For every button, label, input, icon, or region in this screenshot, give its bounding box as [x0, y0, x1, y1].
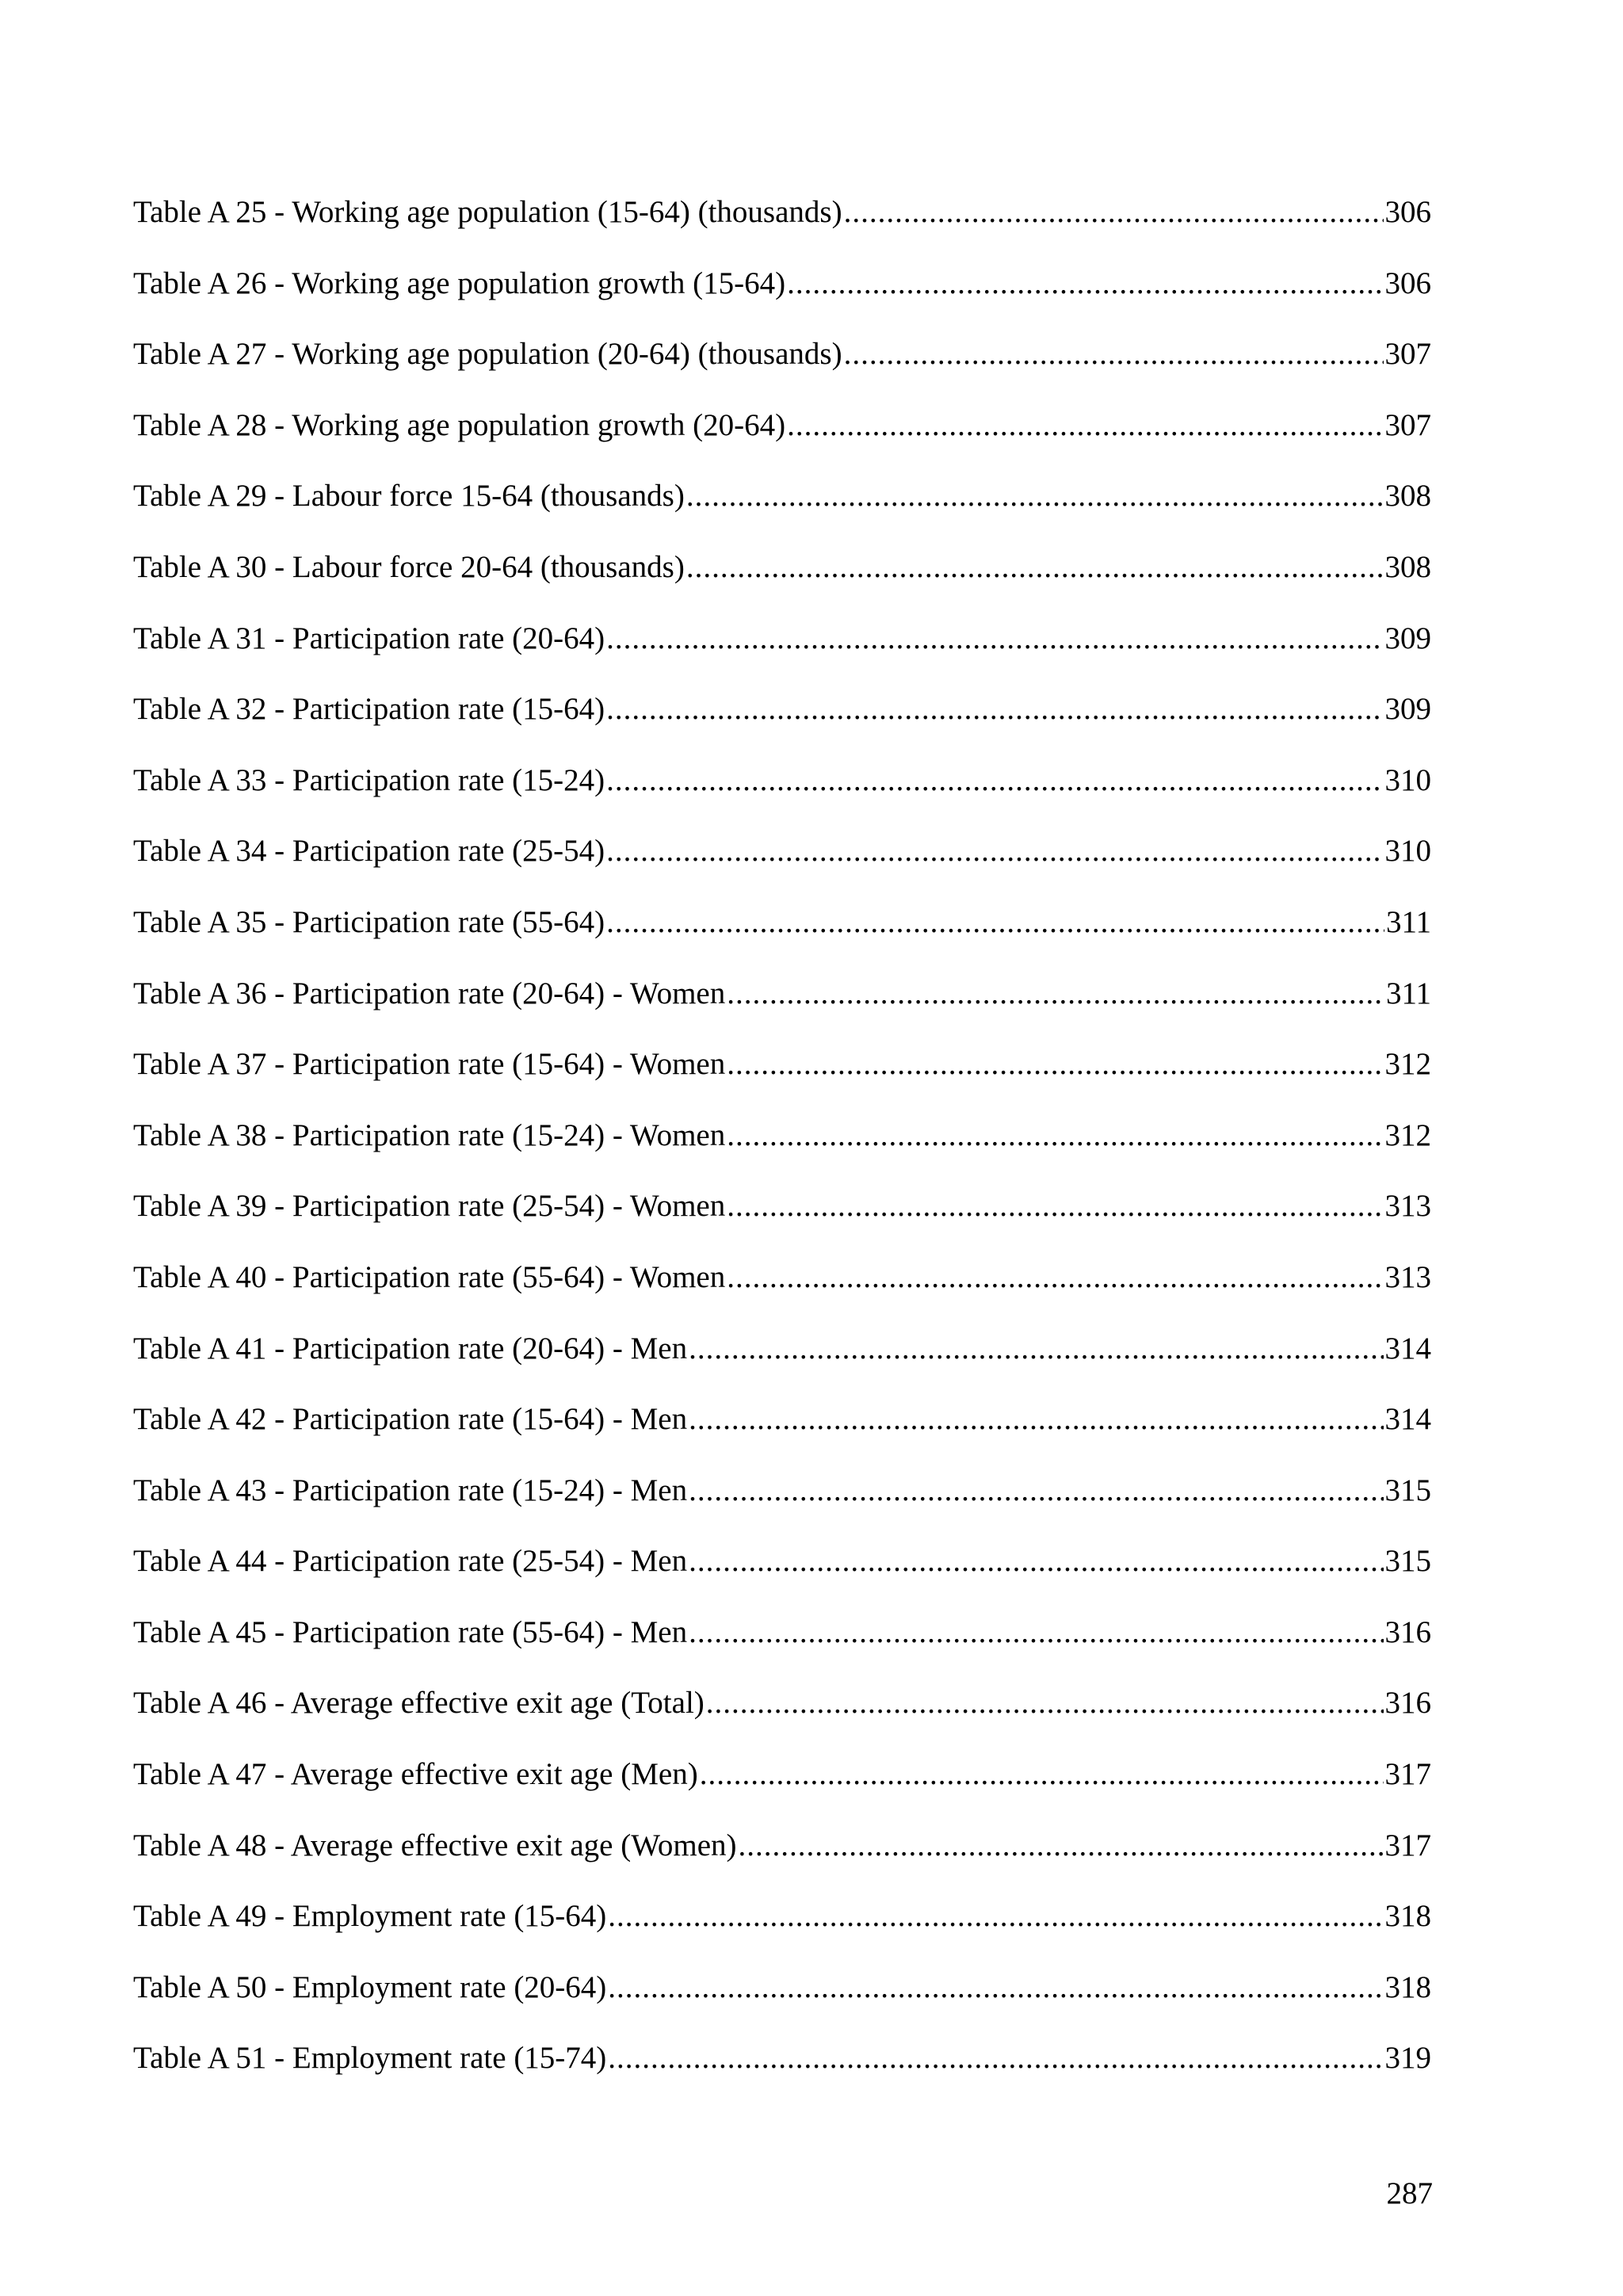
toc-entry-title: Table A 36 - Participation rate (20-64) - Women [133, 976, 726, 1010]
toc-entry-title: Table A 28 - Working age population growth (20-64) [133, 407, 786, 442]
toc-entry-page: 309 [1384, 621, 1431, 655]
toc-entry-page: 309 [1384, 692, 1431, 727]
toc-entry-page: 311 [1385, 904, 1431, 939]
toc-entry-page: 310 [1384, 834, 1431, 869]
toc-entry-page: 311 [1385, 976, 1431, 1010]
toc-entry-title: Table A 40 - Participation rate (55-64) - Women [133, 1259, 726, 1294]
toc-entry[interactable] [133, 1538, 1431, 1609]
toc-entry[interactable] [133, 1822, 1431, 1893]
toc-dot-leader [844, 189, 1384, 236]
toc-entry-title: Table A 50 - Employment rate (20-64) [133, 1969, 607, 2004]
toc-entry[interactable] [133, 1325, 1431, 1396]
toc-entry-title: Table A 38 - Participation rate (15-24) - Women [133, 1117, 726, 1152]
toc-entry-title: Table A 35 - Participation rate (55-64) [133, 904, 605, 939]
toc-entry-page: 313 [1384, 1259, 1431, 1294]
toc-entry-title: Table A 44 - Participation rate (25-54) - Men [133, 1544, 688, 1579]
toc-dot-leader [606, 757, 1383, 804]
toc-entry[interactable] [133, 757, 1431, 828]
toc-entry[interactable] [133, 1254, 1431, 1325]
toc-dot-leader [700, 1751, 1384, 1798]
toc-dot-leader [689, 1538, 1383, 1585]
toc-entry-title: Table A 45 - Participation rate (55-64) - Men [133, 1614, 688, 1649]
toc-entry[interactable] [133, 472, 1431, 544]
toc-entry[interactable] [133, 970, 1431, 1041]
toc-entry-title: Table A 39 - Participation rate (25-54) - Women [133, 1189, 726, 1224]
toc-dot-leader [686, 472, 1384, 520]
toc-entry-title: Table A 27 - Working age population (20-64) (thousands) [133, 337, 842, 372]
toc-entry-page: 313 [1384, 1189, 1431, 1224]
toc-entry[interactable] [133, 1396, 1431, 1467]
toc-entry-page: 306 [1384, 266, 1431, 300]
toc-entry-page: 314 [1384, 1331, 1431, 1366]
toc-entry[interactable] [133, 686, 1431, 757]
toc-entry[interactable] [133, 2034, 1431, 2106]
toc-dot-leader [689, 1467, 1383, 1515]
toc-entry-page: 307 [1384, 407, 1431, 442]
toc-entry-title: Table A 32 - Participation rate (15-64) [133, 692, 605, 727]
toc-entry[interactable] [133, 1679, 1431, 1751]
toc-dot-leader [608, 1893, 1383, 1940]
toc-dot-leader [727, 1041, 1383, 1088]
toc-dot-leader [689, 1396, 1383, 1443]
toc-entry[interactable] [133, 1467, 1431, 1538]
toc-entry-title: Table A 37 - Participation rate (15-64) - Women [133, 1047, 726, 1082]
toc-entry-title: Table A 34 - Participation rate (25-54) [133, 834, 605, 869]
toc-entry-page: 315 [1384, 1473, 1431, 1507]
toc-entry-title: Table A 51 - Employment rate (15-74) [133, 2041, 607, 2076]
toc-entry[interactable] [133, 827, 1431, 899]
toc-entry-page: 315 [1384, 1544, 1431, 1579]
toc-dot-leader [739, 1822, 1384, 1870]
toc-entry[interactable] [133, 1041, 1431, 1112]
toc-entry-page: 318 [1384, 1899, 1431, 1934]
toc-dot-leader [727, 1254, 1383, 1301]
toc-entry[interactable] [133, 1182, 1431, 1254]
list-of-tables [133, 189, 1431, 2106]
toc-entry-page: 314 [1384, 1402, 1431, 1437]
toc-entry-title: Table A 46 - Average effective exit age (Total) [133, 1686, 705, 1721]
toc-entry[interactable] [133, 189, 1431, 260]
toc-entry[interactable] [133, 1964, 1431, 2035]
toc-dot-leader [844, 330, 1384, 378]
toc-entry[interactable] [133, 615, 1431, 686]
toc-entry-page: 306 [1384, 195, 1431, 229]
toc-entry-title: Table A 33 - Participation rate (15-24) [133, 762, 605, 797]
toc-entry[interactable] [133, 1893, 1431, 1964]
toc-dot-leader [606, 686, 1383, 733]
toc-entry-page: 316 [1384, 1614, 1431, 1649]
toc-dot-leader [727, 1182, 1383, 1230]
toc-entry[interactable] [133, 544, 1431, 615]
toc-entry-page: 312 [1384, 1117, 1431, 1152]
toc-entry-page: 308 [1384, 479, 1431, 514]
toc-entry-title: Table A 31 - Participation rate (20-64) [133, 621, 605, 655]
toc-entry-page: 307 [1384, 337, 1431, 372]
toc-entry[interactable] [133, 1609, 1431, 1680]
toc-entry-title: Table A 25 - Working age population (15-64) (thousands) [133, 195, 842, 229]
toc-entry[interactable] [133, 899, 1431, 970]
toc-entry-title: Table A 42 - Participation rate (15-64) - Men [133, 1402, 688, 1437]
toc-entry-page: 310 [1384, 762, 1431, 797]
toc-entry[interactable] [133, 330, 1431, 402]
toc-dot-leader [606, 827, 1383, 875]
toc-dot-leader [787, 260, 1383, 308]
toc-entry-title: Table A 43 - Participation rate (15-24) - Men [133, 1473, 688, 1507]
toc-entry-page: 316 [1384, 1686, 1431, 1721]
toc-dot-leader [787, 402, 1383, 449]
toc-dot-leader [727, 970, 1384, 1018]
toc-entry-page: 308 [1384, 549, 1431, 584]
toc-entry[interactable] [133, 1751, 1431, 1822]
toc-dot-leader [706, 1679, 1384, 1727]
page-number: 287 [1386, 2176, 1433, 2210]
toc-dot-leader [606, 899, 1384, 946]
toc-dot-leader [606, 615, 1383, 663]
toc-dot-leader [689, 1325, 1383, 1373]
toc-entry-page: 318 [1384, 1969, 1431, 2004]
toc-dot-leader [686, 544, 1384, 591]
toc-entry-title: Table A 29 - Labour force 15-64 (thousands) [133, 479, 685, 514]
toc-entry-title: Table A 41 - Participation rate (20-64) - Men [133, 1331, 688, 1366]
toc-entry-page: 319 [1384, 2041, 1431, 2076]
toc-entry-page: 317 [1384, 1757, 1431, 1792]
toc-dot-leader [608, 1964, 1383, 2011]
toc-entry[interactable] [133, 260, 1431, 331]
toc-entry-title: Table A 26 - Working age population growth (15-64) [133, 266, 786, 300]
toc-entry-page: 312 [1384, 1047, 1431, 1082]
toc-entry[interactable] [133, 1112, 1431, 1183]
toc-entry-title: Table A 47 - Average effective exit age (Men) [133, 1757, 698, 1792]
toc-dot-leader [608, 2034, 1383, 2082]
toc-entry-title: Table A 49 - Employment rate (15-64) [133, 1899, 607, 1934]
toc-entry-title: Table A 48 - Average effective exit age (Women) [133, 1828, 737, 1862]
toc-entry-page: 317 [1384, 1828, 1431, 1862]
toc-dot-leader [689, 1609, 1383, 1656]
toc-entry[interactable] [133, 402, 1431, 473]
toc-dot-leader [727, 1112, 1383, 1159]
toc-entry-title: Table A 30 - Labour force 20-64 (thousands) [133, 549, 685, 584]
